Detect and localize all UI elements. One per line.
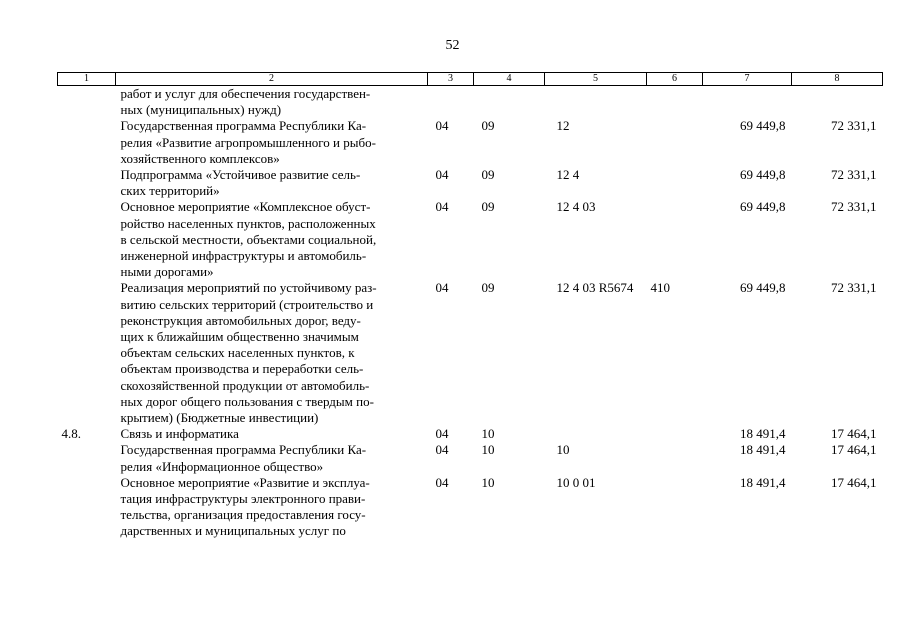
amount-col-8: 72 331,1 [831,199,877,215]
description-line: релия «Информационное общество» [120,458,324,474]
subsection-code: 09 [481,280,495,296]
table-row [58,199,883,280]
expense-type-code [647,167,703,199]
row-description [116,86,428,119]
description-line: Реализация мероприятий по устойчивому раз- [120,280,377,296]
description-line: работ и услуг для обеспечения государствен- [120,86,371,101]
subsection-code: 09 [481,167,495,183]
table-row [58,86,883,119]
section-code: 04 [435,280,449,296]
description-line: в сельской местности, объектами социальной, [120,231,377,247]
description-line: Основное мероприятие «Развитие и эксплуа- [120,474,370,490]
description-line: инженерной инфраструктуры и автомобиль- [120,248,367,264]
header-col-3: 3 [428,73,474,86]
description-line: хозяйственного комплексов» [120,150,280,166]
table-body [58,86,883,540]
table-row [58,475,883,540]
description-line: крытием) (Бюджетные инвестиции) [120,410,319,426]
header-col-7: 7 [703,73,792,86]
header-col-2: 2 [116,73,428,86]
expense-type-code [647,118,703,167]
expense-type-code: 410 [650,280,670,296]
subsection-code: 10 [481,442,495,458]
description-line: тация инфраструктуры электронного прави- [120,491,366,507]
header-row [58,73,883,86]
row-number [58,118,116,167]
target-article-code: 12 4 03 R5674 [556,280,634,296]
amount-col-8: 72 331,1 [831,118,877,134]
table-row [58,167,883,199]
amount-col-7: 18 491,4 [740,426,786,442]
target-article-code: 12 4 [556,167,580,183]
section-code: 04 [435,118,449,134]
description-line: объектам производства и переработки сель- [120,361,364,377]
description-line: тельства, организация предоставления госу- [120,507,366,523]
description-line: Подпрограмма «Устойчивое развитие сель- [120,167,361,183]
description-line: Государственная программа Республики Ка- [120,442,367,458]
amount-col-8: 17 464,1 [831,442,877,458]
header-col-8: 8 [792,73,883,86]
amount-col-7: 18 491,4 [740,442,786,458]
description-line: ными дорогами» [120,264,214,280]
description-line: объектам сельских населенных пунктов, к [120,345,355,361]
header-col-6: 6 [647,73,703,86]
amount-col-8: 17 464,1 [831,426,877,442]
amount-col-7: 69 449,8 [740,199,786,215]
expense-type-code [647,199,703,280]
page-number: 52 [445,38,460,53]
amount-col-7: 18 491,4 [740,474,786,490]
row-description [116,167,428,199]
row-description [116,442,428,474]
header-col-5: 5 [545,73,647,86]
section-code: 04 [435,426,449,442]
amount-col-8 [792,86,883,119]
description-line: скохозяйственной продукции от автомобиль- [120,377,370,393]
table-row [58,442,883,474]
row-number [58,475,116,540]
amount-col-7: 69 449,8 [740,280,786,296]
description-line: витию сельских территорий (строительство и [120,296,374,312]
row-description [116,199,428,280]
expense-type-code [647,475,703,540]
table-row [58,280,883,426]
description-line: реконструкция автомобильных дорог, веду- [120,312,361,328]
description-line: дарственных и муниципальных услуг по [120,523,346,539]
description-line: Государственная программа Республики Ка- [120,118,367,134]
expense-type-code [647,86,703,119]
section-code: 04 [435,474,449,490]
target-article-code: 12 4 03 [556,199,596,215]
row-number: 4.8. [61,426,81,442]
subsection-code: 09 [481,118,495,134]
section-code [428,86,474,119]
target-article-code: 12 [556,118,570,134]
description-line: ройство населенных пунктов, расположенных [120,215,376,231]
row-description [116,280,428,426]
amount-col-8: 72 331,1 [831,280,877,296]
row-number [58,167,116,199]
header-col-4: 4 [474,73,545,86]
expense-type-code [647,426,703,442]
row-description [116,118,428,167]
row-number [58,280,116,426]
row-number [58,86,116,119]
description-line: ных (муниципальных) нужд) [120,102,282,118]
subsection-code: 10 [481,474,495,490]
subsection-code [474,86,545,119]
row-description [116,475,428,540]
target-article-code [545,426,647,442]
description-line: ных дорог общего пользования с твердым по- [120,393,374,409]
subsection-code: 09 [481,199,495,215]
section-code: 04 [435,167,449,183]
amount-col-7: 69 449,8 [740,167,786,183]
description-line: щих к ближайшим общественно значимым [120,329,359,345]
table-row [58,426,883,442]
section-code: 04 [435,442,449,458]
expense-type-code [647,442,703,474]
amount-col-7: 69 449,8 [740,118,786,134]
table-row [58,118,883,167]
section-code: 04 [435,199,449,215]
subsection-code: 10 [481,426,495,442]
row-number [58,442,116,474]
amount-col-7 [703,86,792,119]
description-line: Связь и информатика [120,426,239,442]
description-line: ских территорий» [120,183,220,199]
target-article-code [545,86,647,119]
header-col-1: 1 [58,73,116,86]
amount-col-8: 72 331,1 [831,167,877,183]
target-article-code: 10 [556,442,570,458]
description-line: Основное мероприятие «Комплексное обуст- [120,199,371,215]
amount-col-8: 17 464,1 [831,474,877,490]
row-description [116,426,428,442]
budget-table [57,72,883,540]
description-line: релия «Развитие агропромышленного и рыбо- [120,134,376,150]
target-article-code: 10 0 01 [556,474,596,490]
row-number [58,199,116,280]
